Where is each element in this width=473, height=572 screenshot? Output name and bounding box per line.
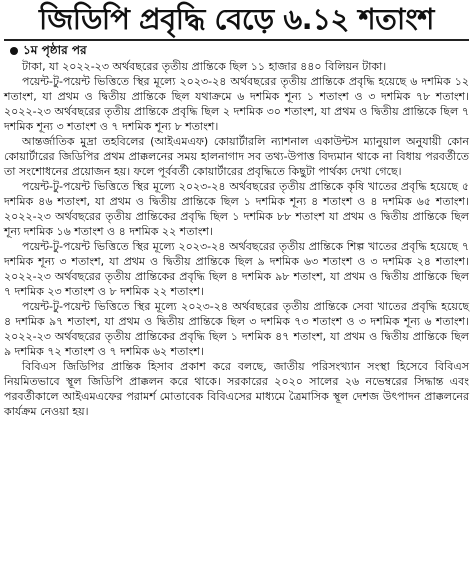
- article-paragraph: পয়েন্ট-টু-পয়েন্ট ভিত্তিতে স্থির মূল্যে ২০২৩-২৪ অর্থবছরের তৃতীয় প্রান্তিকে প্রবৃদ্ধি হয়েছে ৬ দশমিক ১২ শতাংশ, যা প্রথম ও দ্বিতীয় প্রান্তিকে ছিল যথাক্রমে ৬ দশমিক শূন্য ১ শতাংশ ও ৩ দশমিক ৭৮ শতাংশ। ২০২২-২৩ অর্থবছরের তৃতীয় প্রান্তিকে প্রবৃদ্ধি ছিল ২ দশমিক ৩০ শতাংশ, যা প্রথম ও দ্বিতীয় প্রান্তিকে ছিল ৭ দশমিক শূন্য ৩ শতাংশ ও ৭ দশমিক শূন্য ৮ শতাংশ।: [4, 75, 469, 133]
- continued-from-page: [10, 43, 469, 58]
- article-paragraph: টাকা, যা ২০২২-২৩ অর্থবছরের তৃতীয় প্রান্তিকে ছিল ১১ হাজার ৪৪০ বিলিয়ন টাকা।: [22, 60, 387, 73]
- article-body: [4, 59, 469, 419]
- article-paragraph: পয়েন্ট-টু-পয়েন্ট ভিত্তিতে স্থির মূল্যে ২০২৩-২৪ অর্থবছরের তৃতীয় প্রান্তিকে সেবা খাতের প্রবৃদ্ধি হয়েছে ৪ দশমিক ৯৭ শতাংশ, যা প্রথম ও দ্বিতীয় প্রান্তিকে ছিল ৩ দশমিক ৭৩ শতাংশ ও ৩ দশমিক শূন্য ৬ শতাংশ। ২০২২-২৩ অর্থবছরের তৃতীয় প্রান্তিকের প্রবৃদ্ধি ছিল ১ দশমিক ৪৭ শতাংশ, যা প্রথম ও দ্বিতীয় প্রান্তিকে ছিল ৯ দশমিক ৭২ শতাংশ ও ৭ দশমিক ৬২ শতাংশ।: [4, 300, 469, 358]
- article-paragraph: পয়েন্ট-টু-পয়েন্ট ভিত্তিতে স্থির মূল্যে ২০২৩-২৪ অর্থবছরের তৃতীয় প্রান্তিকে কৃষি খাতের প্রবৃদ্ধি হয়েছে ৫ দশমিক ৪৬ শতাংশ, যা প্রথম ও দ্বিতীয় প্রান্তিকে ছিল ১ দশমিক শূন্য ৪ শতাংশ ও ৪ দশমিক ৬৫ শতাংশ। ২০২২-২৩ অর্থবছরের তৃতীয় প্রান্তিকের প্রবৃদ্ধি ছিল ১ দশমিক ৮৮ শতাংশ যা প্রথম ও দ্বিতীয় প্রান্তিকে ছিল শূন্য দশমিক ১৬ শতাংশ ও ৪ দশমিক ২২ শতাংশ।: [4, 180, 469, 238]
- continued-label: ১ম পৃষ্ঠার পর: [23, 43, 87, 57]
- bullet-icon: [10, 47, 18, 55]
- headline-divider: [4, 39, 469, 41]
- headline: জিডিপি প্রবৃদ্ধি বেড়ে ৬.১২ শতাংশ: [39, 2, 434, 36]
- article-paragraph: পয়েন্ট-টু-পয়েন্ট ভিত্তিতে স্থির মূল্যে ২০২৩-২৪ অর্থবছরের তৃতীয় প্রান্তিকে শিল্প খাতের প্রবৃদ্ধি হয়েছে ৭ দশমিক শূন্য ৩ শতাংশ, যা প্রথম ও দ্বিতীয় প্রান্তিকে ছিল ৯ দশমিক ৬৩ শতাংশ ও ৩ দশমিক ২৪ শতাংশ। ২০২২-২৩ অর্থবছরের তৃতীয় প্রান্তিকের প্রবৃদ্ধি ছিল ৪ দশমিক ৯৮ শতাংশ, যা প্রথম ও দ্বিতীয় প্রান্তিকে ছিল ৭ দশমিক ২৩ শতাংশ ও ৮ দশমিক ২২ শতাংশ।: [4, 240, 469, 298]
- article-paragraph: আন্তর্জাতিক মুদ্রা তহবিলের (আইএমএফ) কোয়ার্টারলি ন্যাশনাল একাউন্টস ম্যানুয়াল অনুযায়ী কোন কোয়ার্টারের জিডিপির প্রথম প্রাক্কলনের সময় হালনাগাদ সব তথ্য-উপাত্ত বিদ্যমান থাকে না বিধায় পরবর্তীতে তা সংশোধনের প্রয়োজন হয়। ফলে পূর্ববর্তী কোয়ার্টারের প্রবৃদ্ধিতে কিছুটা পার্থক্য দেখা গেছে।: [4, 135, 469, 178]
- article-paragraph: বিবিএস জিডিপির প্রান্তিক হিসাব প্রকাশ করে বলছে, জাতীয় পরিসংখ্যান সংস্থা হিসেবে বিবিএস নিয়মিতভাবে স্থূল জিডিপি প্রাক্কলন করে থাকে। সরকারের ২০২০ সালের ২৬ নভেম্বরের সিদ্ধান্ত এবং পরবর্তীকালে আইএমএফের পরামর্শ মোতাবেক বিবিএসের মাধ্যমে ত্রৈমাসিক স্থূল দেশজ উৎপাদন প্রাক্কলনের কার্যক্রম নেওয়া হয়।: [4, 360, 469, 418]
